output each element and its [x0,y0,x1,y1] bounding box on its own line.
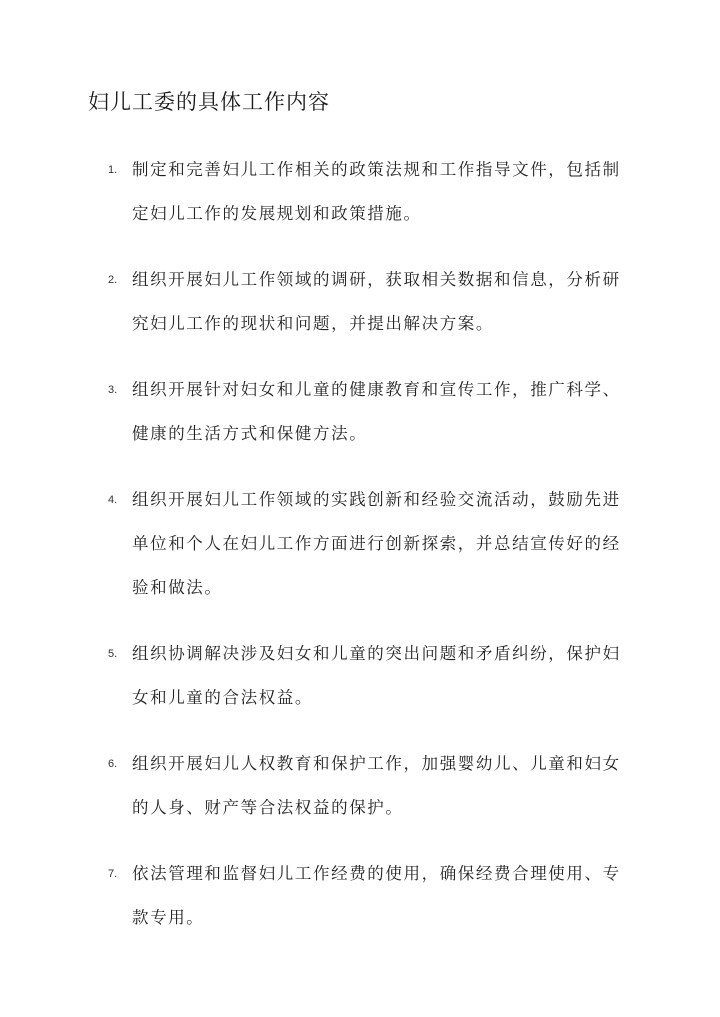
item-text: 组织协调解决涉及妇女和儿童的突出问题和矛盾纠纷，保护妇女和儿童的合法权益。 [132,644,621,707]
item-number: 7. [108,868,118,880]
item-number: 1. [108,164,118,176]
item-text: 组织开展妇儿工作领域的调研，获取相关数据和信息，分析研究妇儿工作的现状和问题，并提出解决方案。 [132,270,621,333]
item-text: 组织开展妇儿人权教育和保护工作，加强婴幼儿、儿童和妇女的人身、财产等合法权益的保护。 [132,754,621,817]
list-item [108,148,628,236]
item-text: 制定和完善妇儿工作相关的政策法规和工作指导文件，包括制定妇儿工作的发展规划和政策措施。 [132,160,621,223]
item-number: 4. [108,494,118,506]
list-item [108,742,628,830]
item-number: 6. [108,758,118,770]
item-text: 组织开展针对妇女和儿童的健康教育和宣传工作，推广科学、健康的生活方式和保健方法。 [132,380,621,443]
work-content-list [108,148,628,962]
list-item [108,632,628,720]
item-text: 组织开展妇儿工作领域的实践创新和经验交流活动，鼓励先进单位和个人在妇儿工作方面进行创新探索，并总结宣传好的经验和做法。 [132,490,621,597]
document-title: 妇儿工委的具体工作内容 [88,90,330,114]
list-item [108,478,628,610]
item-number: 2. [108,274,118,286]
list-item [108,258,628,346]
list-item [108,368,628,456]
item-number: 5. [108,648,118,660]
item-text: 依法管理和监督妇儿工作经费的使用，确保经费合理使用、专款专用。 [132,864,621,927]
item-number: 3. [108,384,118,396]
list-item [108,852,628,940]
